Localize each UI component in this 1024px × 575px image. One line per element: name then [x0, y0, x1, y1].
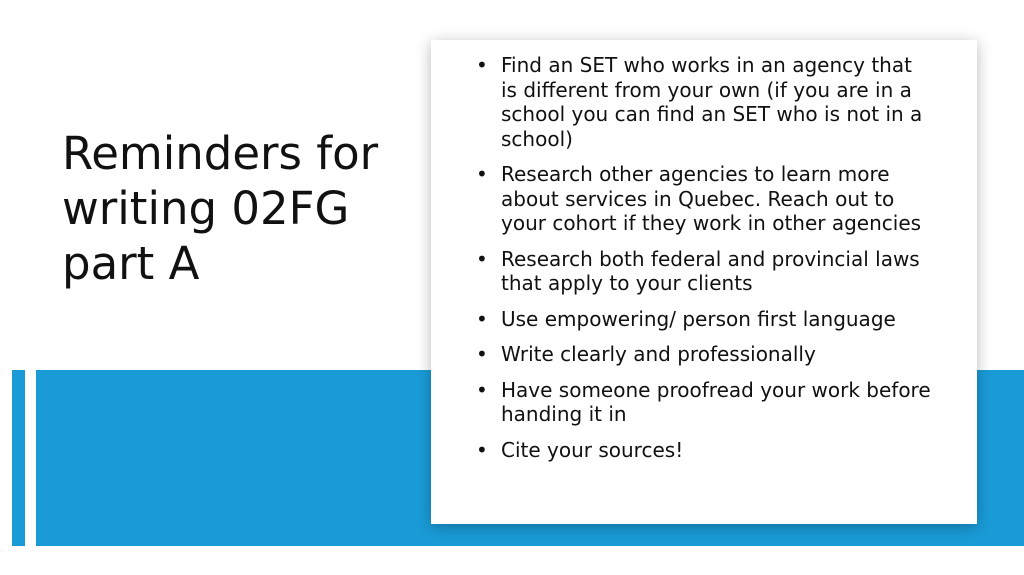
bullet-text: Research other agencies to learn more about services in Quebec. Reach out to your cohort if they work in other agencies [501, 162, 922, 235]
bullet-item [473, 247, 933, 296]
bullet-marker: • [476, 342, 488, 366]
slide-title: Reminders for writing 02FG part A [62, 127, 379, 290]
content-card [431, 40, 977, 524]
bullet-item [473, 342, 933, 367]
bullet-text: Write clearly and professionally [501, 342, 816, 366]
bullet-marker: • [476, 437, 488, 462]
bullet-marker: • [476, 53, 488, 77]
bullet-marker: • [476, 246, 488, 271]
bullet-item [473, 378, 933, 427]
bullet-text: Research both federal and provincial laws that apply to your clients [501, 246, 920, 295]
bullet-marker: • [476, 162, 488, 186]
bullet-text: Cite your sources! [501, 437, 684, 462]
bullet-marker: • [476, 306, 488, 331]
bullet-marker: • [476, 377, 488, 402]
bullet-list [473, 53, 933, 473]
accent-strip [12, 370, 25, 546]
bullet-text: Use empowering/ person first language [501, 306, 896, 331]
bullet-text: Find an SET who works in an agency that is different from your own (if you are in a school you can find an SET who is not in a school) [501, 53, 923, 151]
bullet-item [473, 307, 933, 332]
bullet-text: Have someone proofread your work before handing it in [501, 377, 931, 426]
bullet-item [473, 53, 933, 151]
bullet-item [473, 162, 933, 236]
bullet-item [473, 438, 933, 463]
